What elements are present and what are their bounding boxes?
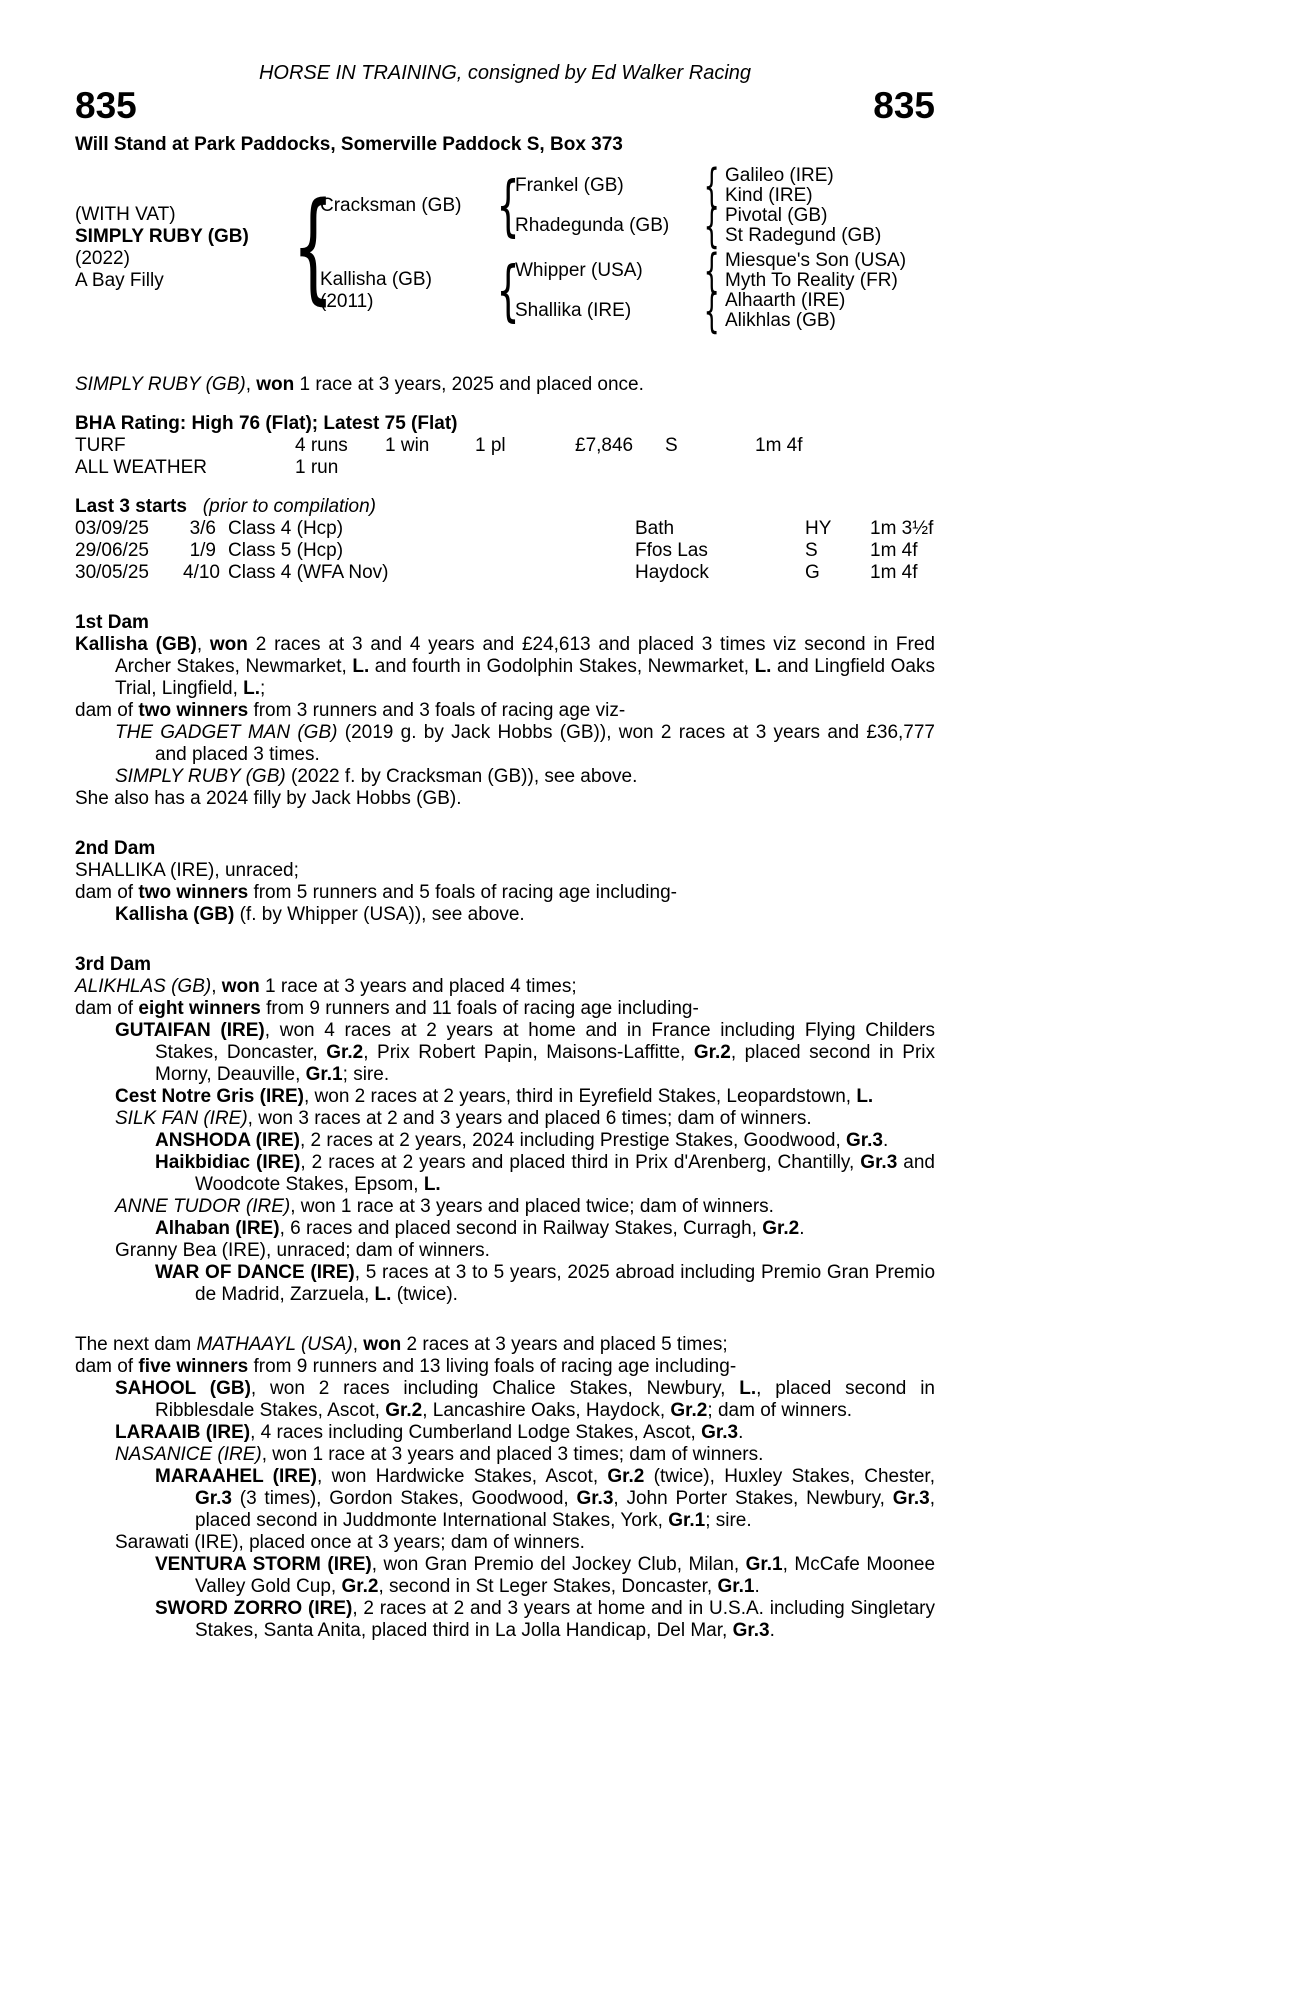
pedigree-paragraph: dam of two winners from 5 runners and 5 foals of racing age including- xyxy=(75,882,677,903)
start-position: 3/6 xyxy=(189,518,216,539)
brace-gen1: { xyxy=(292,178,335,317)
pedigree-paragraph: ALIKHLAS (GB), won 1 race at 3 years and placed 4 times; xyxy=(75,976,577,997)
pedigree-paragraph: dam of two winners from 3 runners and 3 foals of racing age viz- xyxy=(75,700,626,721)
pedigree-section xyxy=(75,954,935,1306)
start-race-class: Class 5 (Hcp) xyxy=(228,540,344,561)
dam-year: (2011) xyxy=(320,291,374,312)
pedigree-text xyxy=(75,612,935,1642)
brace-gg2: { xyxy=(703,199,720,253)
start-going: S xyxy=(805,540,818,561)
great-grandparent-name: Alikhlas (GB) xyxy=(725,310,836,331)
pedigree-paragraph: ANNE TUDOR (IRE), won 1 race at 3 years and placed twice; dam of winners. xyxy=(115,1196,774,1217)
surface-going xyxy=(665,457,755,479)
start-date: 30/05/25 xyxy=(75,562,149,583)
start-distance: 1m 4f xyxy=(870,540,918,561)
pedigree-paragraph: LARAAIB (IRE), 4 races including Cumberland Lodge Stakes, Ascot, Gr.3. xyxy=(115,1422,744,1443)
grandsire-name: Frankel (GB) xyxy=(515,175,624,196)
start-row xyxy=(75,540,935,562)
great-grandparent-name: Myth To Reality (FR) xyxy=(725,270,898,291)
pedigree-tree xyxy=(75,160,935,342)
pedigree-paragraph: SHALLIKA (IRE), unraced; xyxy=(75,860,299,881)
sire-name: Cracksman (GB) xyxy=(320,195,462,216)
last-starts-title: Last 3 starts xyxy=(75,496,187,517)
pedigree-paragraph: Haikbidiac (IRE), 2 races at 2 years and placed third in Prix d'Arenberg, Chantilly, Gr.3 and Woodcote Stakes, Epsom, L. xyxy=(155,1152,935,1195)
dam-heading: 2nd Dam xyxy=(75,838,156,859)
surface-earnings: £7,846 xyxy=(575,435,634,456)
lot-number-left: 835 xyxy=(75,85,137,126)
vat-note: (WITH VAT) xyxy=(75,204,176,225)
start-race-class: Class 4 (WFA Nov) xyxy=(228,562,389,583)
pedigree-paragraph: NASANICE (IRE), won 1 race at 3 years and placed 3 times; dam of winners. xyxy=(115,1444,764,1465)
pedigree-paragraph: SIMPLY RUBY (GB) (2022 f. by Cracksman (GB)), see above. xyxy=(115,766,638,787)
pedigree-paragraph: WAR OF DANCE (IRE), 5 races at 3 to 5 years, 2025 abroad including Premio Gran Premio de Madrid, Zarzuela, L. (twice). xyxy=(155,1262,936,1305)
start-position: 4/10 xyxy=(183,562,220,583)
grandsire-name: Whipper (USA) xyxy=(515,260,643,281)
surface-wins xyxy=(385,457,475,479)
pedigree-paragraph: VENTURA STORM (IRE), won Gran Premio del Jockey Club, Milan, Gr.1, McCafe Moonee Valley Gold Cup, Gr.2, second in St Leger Stakes, Doncaster, Gr.1. xyxy=(155,1554,936,1597)
granddam-name: Rhadegunda (GB) xyxy=(515,215,670,236)
brace-sire: { xyxy=(496,167,520,244)
start-going: HY xyxy=(805,518,832,539)
brace-gg1: { xyxy=(703,159,720,213)
bha-rating-line: BHA Rating: High 76 (Flat); Latest 75 (Flat) xyxy=(75,413,458,434)
start-date: 29/06/25 xyxy=(75,540,149,561)
great-grandparent-name: Galileo (IRE) xyxy=(725,165,834,186)
brace-dam: { xyxy=(496,252,520,329)
dam-heading: 3rd Dam xyxy=(75,954,152,975)
pedigree-paragraph: THE GADGET MAN (GB) (2019 g. by Jack Hobbs (GB)), won 2 races at 3 years and £36,777 and placed 3 times. xyxy=(115,722,936,765)
start-distance: 1m 3½f xyxy=(870,518,934,539)
great-grandparent-name: Kind (IRE) xyxy=(725,185,813,206)
surface-distance xyxy=(755,457,935,479)
pedigree-paragraph: MARAAHEL (IRE), won Hardwicke Stakes, Ascot, Gr.2 (twice), Huxley Stakes, Chester, Gr.3 (3 times), Gordon Stakes, Goodwood, Gr.3, John Porter Stakes, Newbury, Gr.3, placed second in Juddmonte International Stakes, York, Gr.1; sire. xyxy=(155,1466,935,1531)
stand-location-line: Will Stand at Park Paddocks, Somerville Paddock S, Box 373 xyxy=(75,134,623,155)
start-race-class: Class 4 (Hcp) xyxy=(228,518,344,539)
horse-name: SIMPLY RUBY (GB) xyxy=(75,226,249,247)
surface-runs: 1 run xyxy=(295,457,339,478)
race-record-summary: SIMPLY RUBY (GB), won 1 race at 3 years, 2025 and placed once. xyxy=(75,374,644,395)
brace-gg3: { xyxy=(703,244,720,298)
surface-record-row xyxy=(75,457,935,479)
pedigree-paragraph: dam of eight winners from 9 runners and 11 foals of racing age including- xyxy=(75,998,699,1019)
surface-record-row xyxy=(75,435,935,457)
pedigree-paragraph: The next dam MATHAAYL (USA), won 2 races at 3 years and placed 5 times; xyxy=(75,1334,728,1355)
surface-distance: 1m 4f xyxy=(755,435,803,456)
surface-wins: 1 win xyxy=(385,435,430,456)
granddam-name: Shallika (IRE) xyxy=(515,300,632,321)
pedigree-paragraph: She also has a 2024 filly by Jack Hobbs (GB). xyxy=(75,788,462,809)
pedigree-paragraph: Alhaban (IRE), 6 races and placed second in Railway Stakes, Curragh, Gr.2. xyxy=(155,1218,805,1239)
pedigree-paragraph: Granny Bea (IRE), unraced; dam of winners. xyxy=(115,1240,490,1261)
surface-places xyxy=(475,457,575,479)
pedigree-paragraph: ANSHODA (IRE), 2 races at 2 years, 2024 including Prestige Stakes, Goodwood, Gr.3. xyxy=(155,1130,889,1151)
brace-gg4: { xyxy=(703,284,720,338)
start-going: G xyxy=(805,562,820,583)
great-grandparent-name: Miesque's Son (USA) xyxy=(725,250,907,271)
consignor-line: HORSE IN TRAINING, consigned by Ed Walker Racing xyxy=(258,62,752,84)
pedigree-paragraph: SWORD ZORRO (IRE), 2 races at 2 and 3 years at home and in U.S.A. including Singletary Stakes, Santa Anita, placed third in La Jolla Handicap, Del Mar, Gr.3. xyxy=(155,1598,935,1641)
surface-label: ALL WEATHER xyxy=(75,457,207,478)
start-course: Haydock xyxy=(635,562,709,583)
surface-going: S xyxy=(665,435,678,456)
lot-number-row xyxy=(75,85,935,126)
dam-heading: 1st Dam xyxy=(75,612,149,633)
surface-places: 1 pl xyxy=(475,435,506,456)
start-date: 03/09/25 xyxy=(75,518,149,539)
pedigree-paragraph: Cest Notre Gris (IRE), won 2 races at 2 years, third in Eyrefield Stakes, Leopardstown, L. xyxy=(115,1086,874,1107)
pedigree-section xyxy=(75,838,935,926)
pedigree-section xyxy=(75,1334,935,1642)
pedigree-paragraph: SAHOOL (GB), won 2 races including Chalice Stakes, Newbury, L., placed second in Ribblesdale Stakes, Ascot, Gr.2, Lancashire Oaks, Haydock, Gr.2; dam of winners. xyxy=(115,1378,935,1421)
start-course: Ffos Las xyxy=(635,540,708,561)
dam-name: Kallisha (GB) xyxy=(320,269,432,290)
great-grandparent-name: St Radegund (GB) xyxy=(725,225,882,246)
pedigree-paragraph: Kallisha (GB), won 2 races at 3 and 4 years and £24,613 and placed 3 times viz second in Fred Archer Stakes, Newmarket, L. and fourth in Godolphin Stakes, Newmarket, L. and Lingfield Oaks Trial, Lingfield, L.; xyxy=(75,634,935,699)
pedigree-paragraph: GUTAIFAN (IRE), won 4 races at 2 years at home and in France including Flying Childers Stakes, Doncaster, Gr.2, Prix Robert Papin, Maisons-Laffitte, Gr.2, placed second in Prix Morny, Deauville, Gr.1; sire. xyxy=(115,1020,935,1085)
great-grandparent-name: Pivotal (GB) xyxy=(725,205,828,226)
horse-description: A Bay Filly xyxy=(75,270,164,291)
surface-runs: 4 runs xyxy=(295,435,348,456)
pedigree-paragraph: Kallisha (GB) (f. by Whipper (USA)), see above. xyxy=(115,904,525,925)
start-distance: 1m 4f xyxy=(870,562,918,583)
foaling-year: (2022) xyxy=(75,248,130,269)
last-starts-heading xyxy=(75,496,935,518)
pedigree-paragraph: SILK FAN (IRE), won 3 races at 2 and 3 years and placed 6 times; dam of winners. xyxy=(115,1108,812,1129)
great-grandparent-name: Alhaarth (IRE) xyxy=(725,290,846,311)
page-content xyxy=(75,0,935,1642)
surface-earnings xyxy=(575,457,665,479)
start-course: Bath xyxy=(635,518,675,539)
start-row xyxy=(75,562,935,584)
surface-label: TURF xyxy=(75,435,126,456)
pedigree-paragraph: Sarawati (IRE), placed once at 3 years; dam of winners. xyxy=(115,1532,585,1553)
last-starts-note: (prior to compilation) xyxy=(202,496,376,517)
pedigree-section xyxy=(75,612,935,810)
start-row xyxy=(75,518,935,540)
lot-number-right: 835 xyxy=(873,85,935,126)
pedigree-paragraph: dam of five winners from 9 runners and 13 living foals of racing age including- xyxy=(75,1356,737,1377)
start-position: 1/9 xyxy=(189,540,216,561)
